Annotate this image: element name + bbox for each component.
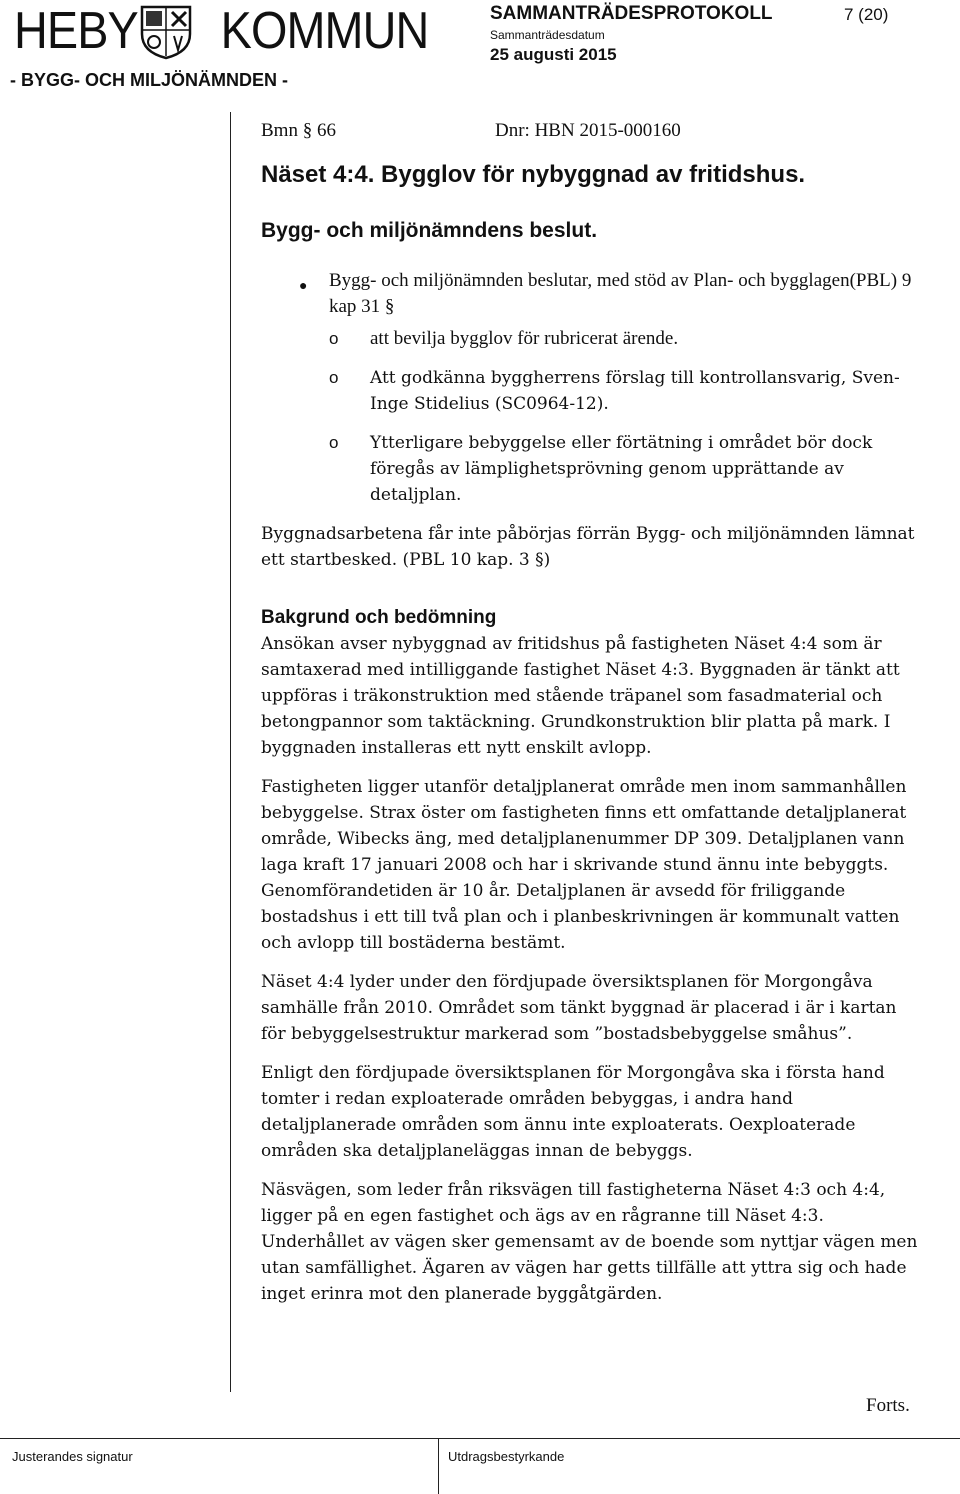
signature-divider [438, 1438, 439, 1494]
paragraph-number: Bmn § 66 [261, 120, 336, 141]
case-meta [261, 118, 921, 146]
page-number: 7 (20) [844, 5, 889, 24]
circle-bullet-icon: o [329, 329, 339, 348]
background-paragraph: Ansökan avser nybyggnad av fritidshus på fastigheten Näset 4:4 som är samtaxerad med intilliggande fastighet Näset 4:3. Byggnaden är tänkt att uppföras i träkonstruktion med stående träpanel som fasadmaterial och betongpannor som taktäckning. Grundkonstruktion blir platta på mark. I byggnaden installeras ett nytt enskilt avlopp. [261, 634, 900, 758]
list-item [261, 430, 921, 508]
background-paragraph: Enligt den fördjupade översiktsplanen för Morgongåva ska i första hand tomter i redan exploaterade områden bebyggas, i andra hand detaljplanerade områden som ännu inte exploaterats. Oexploaterade områden ska detaljplaneläggas innan de bebyggs. [261, 1063, 885, 1161]
coat-of-arms-icon [138, 4, 194, 60]
background-heading: Bakgrund och bedömning [261, 607, 497, 628]
list-item-text: att bevilja bygglov för rubricerat ärende. [370, 328, 679, 349]
meeting-date: 25 augusti 2015 [490, 45, 617, 64]
continued-marker: Forts. [866, 1395, 910, 1416]
bullet-icon: ● [299, 279, 308, 294]
committee-name: - BYGG- OCH MILJÖNÄMNDEN - [10, 70, 288, 90]
start-permit-note: Byggnadsarbetena får inte påbörjas förrän Bygg- och miljönämnden lämnat ett startbesked. (PBL 10 kap. 3 §) [261, 524, 915, 570]
background-paragraph: Näset 4:4 lyder under den fördjupade översiktsplanen för Morgongåva samhälle från 2010. Området som tänkt byggnad är placerad i är i kartan för bebyggelsestruktur markerad som ”bostadsbebyggelse småhus”. [261, 972, 897, 1044]
list-item-text: Ytterligare bebyggelse eller förtätning i området bör dock föregås av lämplighetsprövning genom upprättande av detaljplan. [370, 433, 873, 505]
decision-bullet-text: Bygg- och miljönämnden beslutar, med stöd av Plan- och bygglagen(PBL) 9 kap 31 § [329, 270, 912, 317]
protocol-body [261, 118, 921, 1307]
signature-label: Justerandes signatur [12, 1449, 133, 1464]
decision-heading: Bygg- och miljönämndens beslut. [261, 219, 598, 242]
footer-divider [0, 1438, 960, 1439]
background-paragraph: Näsvägen, som leder från riksvägen till fastigheterna Näset 4:3 och 4:4, ligger på en egen fastighet och ägs av en rågranne till Näset 4:3. Underhållet av vägen sker gemensamt av de boende som nyttjar vägen men utan samfällighet. Ägaren av vägen har getts tillfälle att yttra sig och hade inget erinra mot den planerade byggåtgärden. [261, 1180, 918, 1304]
case-title: Näset 4:4. Bygglov för nybyggnad av fritidshus. [261, 161, 806, 188]
decision-subitems [261, 326, 921, 508]
protocol-title: SAMMANTRÄDESPROTOKOLL [490, 3, 773, 24]
meeting-date-label: Sammanträdesdatum [490, 28, 605, 42]
circle-bullet-icon: o [329, 433, 339, 452]
decision-bullet [261, 268, 921, 320]
circle-bullet-icon: o [329, 368, 339, 387]
list-item [261, 365, 921, 417]
list-item-text: Att godkänna byggherrens förslag till kontrollansvarig, Sven-Inge Stidelius (SC0964-12). [370, 368, 900, 414]
certification-label: Utdragsbestyrkande [448, 1449, 565, 1464]
list-item [261, 326, 921, 352]
case-number: Dnr: HBN 2015-000160 [495, 120, 681, 141]
background-paragraph: Fastigheten ligger utanför detaljplanerat område men inom sammanhållen bebyggelse. Strax öster om fastigheten finns ett omfattande detaljplanerat område, Wibecks äng, med detaljplanenummer DP 309. Detaljplanen vann laga kraft 17 januari 2008 och har i skrivande stund ännu inte bebyggts. Genomförandetiden är 10 år. Detaljplanen är avsedd för friliggande bostadshus i ett till två plan och i planbeskrivningen är kommunalt vatten och avlopp till bostäderna bestämt. [261, 777, 907, 953]
municipality-logo-text [14, 0, 428, 62]
logo-kommun: KOMMUN [220, 2, 429, 60]
logo-heby: HEBY [14, 2, 138, 60]
margin-divider [230, 112, 231, 1392]
